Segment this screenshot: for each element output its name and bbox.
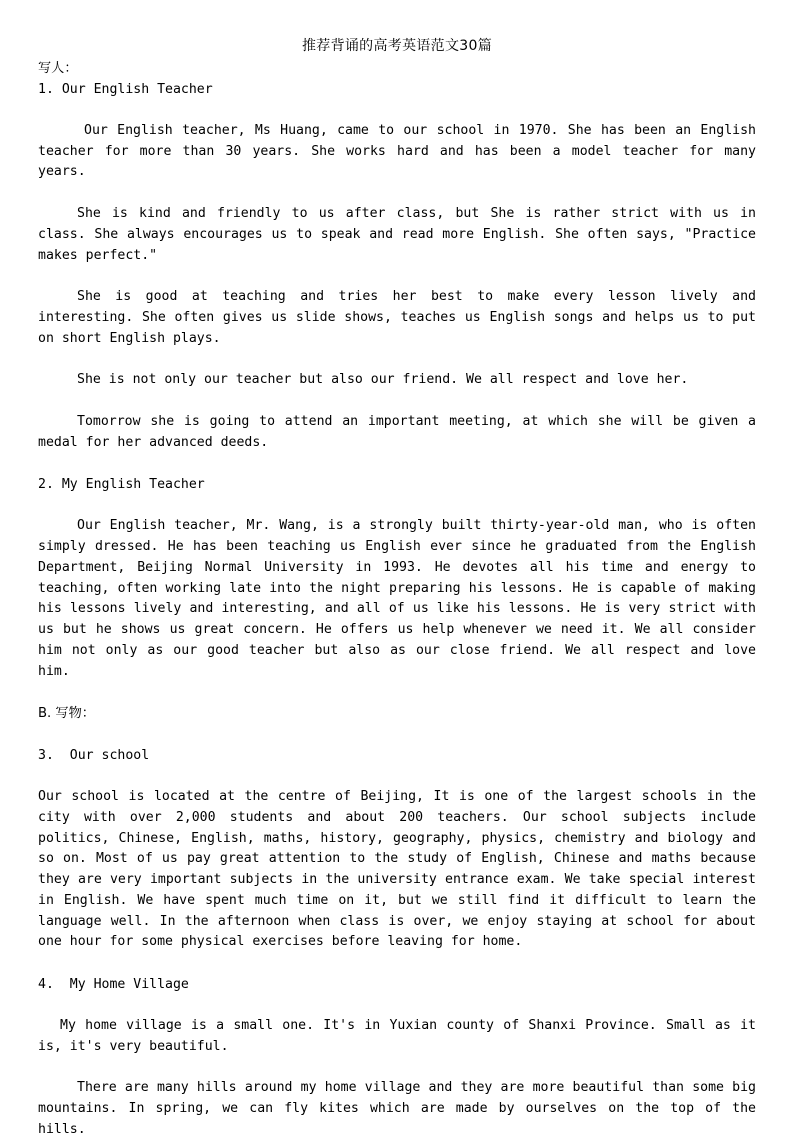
section-a-label: 写人： bbox=[38, 61, 78, 76]
paragraph: There are many hills around my home village and they are more beautiful than some big mountains. In spring, we can fly kites which are made by ourselves on the top of the hills. bbox=[38, 1080, 756, 1137]
paragraph: Our school is located at the centre of Beijing, It is one of the largest schools in the city with over 2,000 students and about 200 teachers. Our school subjects include politics, Chinese, English, maths, history, geography, physics, chemistry and biology and so on. Most of us pay great attention to the study of English, Chinese and maths because they are very important subjects in the university entrance exam. We take special interest in English. We have spent much time on it, but we still find it difficult to learn the language well. In the afternoon when class is over, we enjoy staying at school for about one hour for some physical exercises before leaving for home. bbox=[38, 788, 756, 950]
essay-heading: 1. Our English Teacher bbox=[38, 82, 213, 97]
section-b-label: B. 写物： bbox=[38, 706, 95, 722]
paragraph: She is not only our teacher but also our friend. We all respect and love her. bbox=[77, 372, 689, 388]
essay-heading: 4. My Home Village bbox=[38, 977, 189, 993]
essay-heading: 3. Our school bbox=[38, 748, 150, 764]
paragraph: My home village is a small one. It's in Yuxian county of Shanxi Province. Small as it is, it's very beautiful. bbox=[38, 1017, 756, 1054]
paragraph: She is good at teaching and tries her best to make every lesson lively and interesting. She often gives us slide shows, teaches us English songs and helps us to put on short English plays. bbox=[38, 289, 756, 346]
page-title: 推荐背诵的高考英语范文30篇 bbox=[301, 38, 492, 54]
essay-heading: 2. My English Teacher bbox=[38, 477, 205, 493]
paragraph: Our English teacher, Ms Huang, came to our school in 1970. She has been an English teacher for more than 30 years. She works hard and has been a model teacher for many years. bbox=[38, 122, 756, 180]
paragraph: She is kind and friendly to us after class, but She is rather strict with us in class. She always encourages us to speak and read more English. She often says, "Practice makes perfect." bbox=[38, 205, 756, 263]
document-page bbox=[38, 36, 756, 1141]
paragraph: Tomorrow she is going to attend an important meeting, at which she will be given a medal for her advanced deeds. bbox=[38, 413, 756, 450]
paragraph: Our English teacher, Mr. Wang, is a strongly built thirty-year-old man, who is often simply dressed. He has been teaching us English ever since he graduated from the English Department, Beijing Normal University in 1993. He devotes all his time and energy to teaching, often working late into the night preparing his lessons. He is capable of making his lessons lively and interesting, and all of us like his lessons. He is very strict with us but he shows us great concern. He offers us help whenever we need it. We all consider him not only as our good teacher but also as our close friend. We all respect and love him. bbox=[38, 518, 756, 679]
